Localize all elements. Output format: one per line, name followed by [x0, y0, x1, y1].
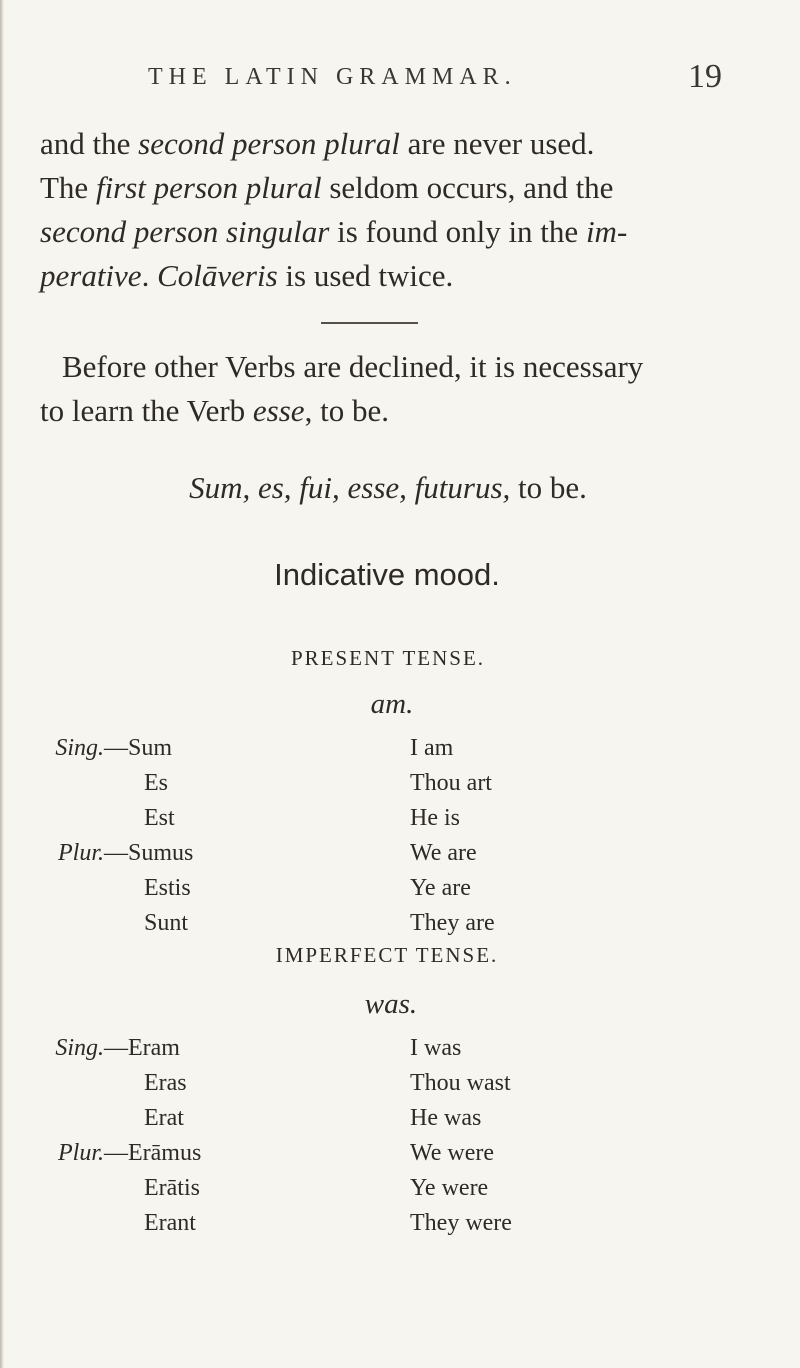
text: and the [40, 126, 139, 161]
present-tense-heading: PRESENT TENSE. [290, 646, 486, 670]
conjugation-row [0, 770, 800, 805]
principal-parts-latin: Sum, es, fui, esse, futurus, [189, 470, 511, 505]
principal-parts [0, 470, 788, 506]
latin-form: Eras [144, 1070, 187, 1096]
english-translation: Thou art [410, 770, 492, 796]
latin-form: Sunt [144, 910, 189, 936]
italic-term: Colāveris [157, 258, 278, 293]
running-head [0, 58, 800, 98]
conjugation-row [0, 1070, 800, 1105]
english-translation: Thou wast [410, 1070, 511, 1096]
latin-form: Estis [144, 875, 191, 901]
running-title: THE LATIN GRAMMAR. [148, 64, 517, 90]
latin-form: Erāmus [128, 1140, 202, 1166]
text: is used twice. [277, 258, 454, 293]
present-conjugation-table [0, 735, 800, 945]
number-label: Sing. [55, 1035, 104, 1061]
latin-form: Sum [128, 735, 173, 761]
italic-term: perative [40, 258, 142, 293]
latin-form: Eram [128, 1035, 180, 1061]
conjugation-row [0, 1035, 800, 1070]
english-translation: He is [410, 805, 460, 831]
intro-line-1 [40, 122, 760, 166]
number-label: Plur. [57, 1140, 104, 1166]
number-label: Plur. [57, 840, 104, 866]
conjugation-row [0, 840, 800, 875]
principal-parts-english: to be. [510, 470, 587, 505]
conjugation-row [0, 1105, 800, 1140]
em-dash: — [104, 840, 128, 866]
latin-form: Es [144, 770, 168, 796]
english-translation: They are [410, 910, 495, 936]
intro-line-2 [40, 166, 760, 210]
number-label: Sing. [55, 735, 104, 761]
text: seldom occurs, and the [321, 170, 614, 205]
english-translation: Ye are [410, 875, 471, 901]
latin-form: Erant [144, 1210, 196, 1236]
latin-form: Erat [144, 1105, 184, 1131]
conjugation-row [0, 1175, 800, 1210]
italic-term: second person plural [138, 126, 400, 161]
english-translation: We are [410, 840, 477, 866]
second-paragraph [40, 345, 760, 433]
intro-paragraph [40, 122, 760, 298]
imperfect-tense-heading: IMPERFECT TENSE. [275, 943, 499, 967]
intro-line-4 [40, 254, 760, 298]
second-line-2 [40, 389, 760, 433]
english-translation: They were [410, 1210, 512, 1236]
present-gloss: am. [370, 688, 414, 720]
mood-heading: Indicative mood. [274, 557, 500, 592]
em-dash: — [104, 735, 128, 761]
italic-term: esse [252, 393, 305, 428]
intro-line-3 [40, 210, 760, 254]
english-translation: Ye were [410, 1175, 489, 1201]
conjugation-row [0, 1140, 800, 1175]
latin-form: Est [144, 805, 175, 831]
em-dash: — [104, 1035, 128, 1061]
english-translation: I was [410, 1035, 462, 1061]
text: , to be. [304, 393, 389, 428]
text: . [141, 258, 158, 293]
page-number: 19 [688, 58, 722, 95]
second-line-1: Before other Verbs are declined, it is necessary [62, 349, 644, 384]
imperfect-conjugation-table [0, 1035, 800, 1245]
em-dash: — [104, 1140, 128, 1166]
italic-term: im- [585, 214, 628, 249]
italic-term: first person plural [95, 170, 322, 205]
latin-form: Erātis [144, 1175, 200, 1201]
imperfect-gloss: was. [364, 988, 418, 1020]
conjugation-row [0, 735, 800, 770]
conjugation-row [0, 875, 800, 910]
text: The [40, 170, 96, 205]
latin-form: Sumus [128, 840, 194, 866]
english-translation: He was [410, 1105, 482, 1131]
conjugation-row [0, 805, 800, 840]
text: are never used. [399, 126, 595, 161]
italic-term: second person singular [40, 214, 330, 249]
section-rule [321, 322, 418, 324]
conjugation-row [0, 1210, 800, 1245]
text: to learn the Verb [40, 393, 253, 428]
english-translation: We were [410, 1140, 495, 1166]
english-translation: I am [410, 735, 454, 761]
conjugation-row [0, 910, 800, 945]
text: is found only in the [329, 214, 586, 249]
